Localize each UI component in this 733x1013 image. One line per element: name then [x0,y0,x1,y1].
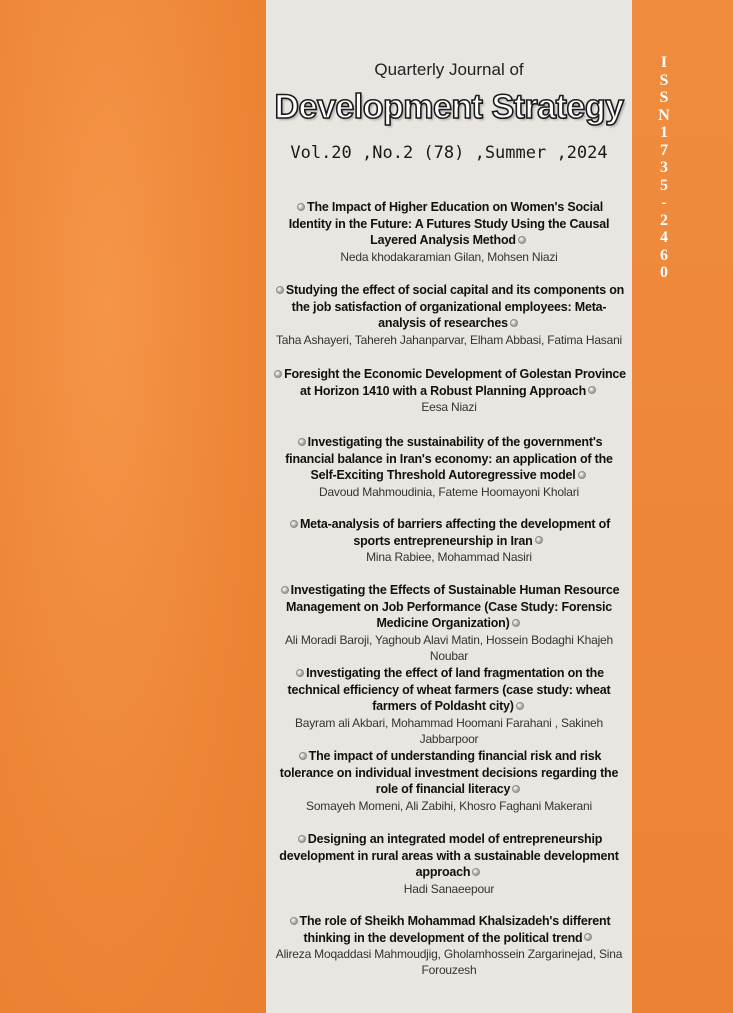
bullet-icon [276,286,284,294]
bullet-icon [290,917,298,925]
article-item [266,418,632,500]
article-authors: Bayram ali Akbari, Mohammad Hoomani Farahani , Sakineh Jabbarpoor [294,715,603,746]
article-title: Investigating the Effects of Sustainable Human Resource Management on Job Performance (Case Study: Forensic Medicine Organization) [286,583,620,630]
article-item [266,366,632,418]
issn-char: N [658,106,670,124]
bullet-icon [298,438,306,446]
bullet-icon [516,702,524,710]
article-title: Investigating the sustainability of the government's financial balance in Iran's economy: an application of the Self-Exciting Threshold Autoregressive model [285,435,613,482]
issn-char: 1 [660,124,668,141]
article-title: The Impact of Higher Education on Women's Social Identity in the Future: A Futures Study Using the Causal Layered Analysis Method [288,200,610,247]
journal-subtitle: Quarterly Journal of [374,60,524,79]
issn-char: 7 [660,141,668,159]
cover-panel [266,0,632,1013]
bullet-icon [578,471,586,479]
article-authors: Somayeh Momeni, Ali Zabihi, Khosro Faghani Makerani [306,798,592,813]
bullet-icon [299,752,307,760]
bullet-icon [296,669,304,677]
bullet-icon [297,203,305,211]
article-title: The impact of understanding financial risk and risk tolerance on individual investment decisions regarding the role of financial literacy [279,749,619,796]
article-authors: Hadi Sanaeepour [403,881,495,896]
bullet-icon [518,236,526,244]
article-item [266,566,632,663]
left-orange-margin [0,0,266,1013]
article-title: Designing an integrated model of entrepreneurship development in rural areas with a sustainable development approach [279,832,619,879]
article-authors: Davoud Mahmoudinia, Fateme Hoomayoni Kholari [318,484,579,499]
issn-char: 6 [660,246,668,264]
article-title: Studying the effect of social capital and its components on the job satisfaction of organizational employees: Meta-analysis of researches [285,283,625,330]
issn-char: 0 [660,264,668,281]
bullet-icon [512,785,520,793]
issn-char: S [659,71,669,89]
bullet-icon [298,835,306,843]
article-title: Foresight the Economic Development of Golestan Province at Horizon 1410 with a Robust Planning Approach [284,367,626,398]
bullet-icon [535,536,543,544]
bullet-icon [588,386,596,394]
issn-char: 5 [660,176,668,194]
issn-vertical [652,54,676,282]
article-item [266,897,632,978]
article-authors: Alireza Moqaddasi Mahmoudjig, Gholamhossein Zargarinejad, Sina Forouzesh [275,947,623,977]
article-authors: Ali Moradi Baroji, Yaghoub Alavi Matin, Hossein Bodaghi Khajeh Noubar [284,632,614,663]
article-authors: Eesa Niazi [421,400,477,414]
issn-char: 4 [660,229,668,246]
issn-char: 3 [660,159,668,176]
bullet-icon [281,586,289,594]
article-item [266,500,632,566]
right-orange-margin [632,0,733,1013]
article-authors: Neda khodakaramian Gilan, Mohsen Niazi [340,249,558,264]
article-item [266,266,632,366]
issn-char: 2 [660,211,668,229]
article-authors: Taha Ashayeri, Tahereh Jahanparvar, Elham Abbasi, Fatima Hasani [275,332,623,347]
bullet-icon [584,933,592,941]
bullet-icon [512,619,520,627]
article-item [266,815,632,897]
bullet-icon [274,370,282,378]
bullet-icon [510,319,518,327]
bullet-icon [290,520,298,528]
issn-char: I [660,54,668,71]
issn-char: S [659,89,669,106]
article-list [266,199,632,978]
article-item [266,199,632,266]
article-authors: Mina Rabiee, Mohammad Nasiri [366,550,532,564]
volume-line: Vol.20 ,No.2 (78) ,Summer ,2024 [290,143,608,163]
journal-title: Development Strategy [274,88,624,126]
article-title: Meta-analysis of barriers affecting the development of sports entrepreneurship in Iran [299,517,611,548]
article-title: Investigating the effect of land fragmentation on the technical efficiency of wheat farmers (case study: wheat farmers of Poldasht city) [287,666,611,713]
article-title: The role of Sheikh Mohammad Khalsizadeh's different thinking in the development of the political trend [299,914,611,945]
issn-char: - [661,194,667,211]
bullet-icon [472,868,480,876]
